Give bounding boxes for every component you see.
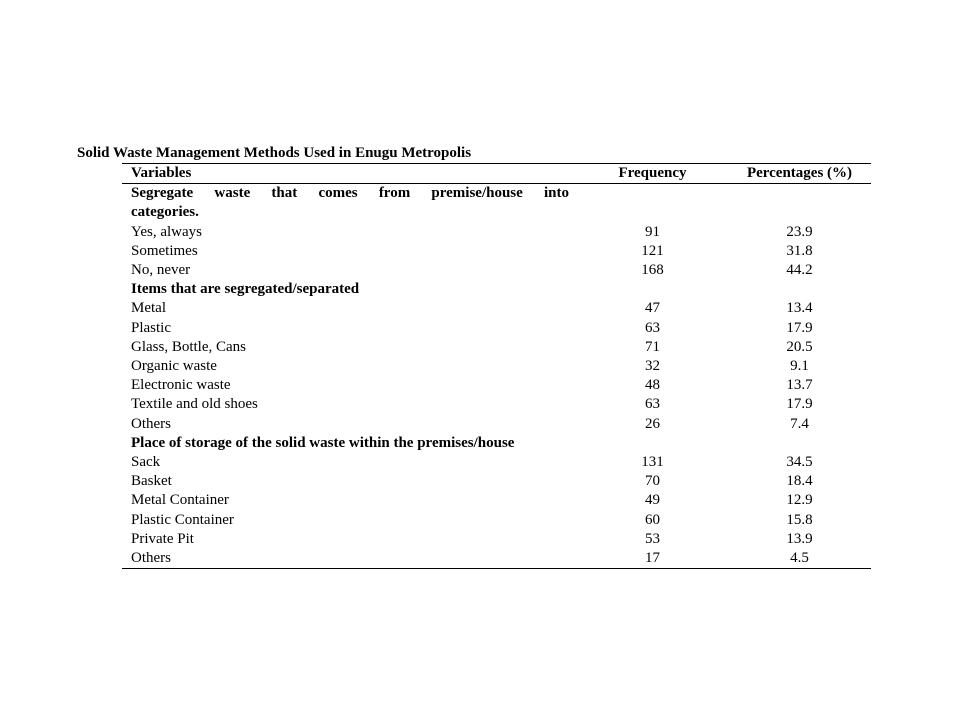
row-frequency: 63: [645, 396, 660, 413]
row-label: Basket: [131, 473, 172, 490]
row-label: Plastic: [131, 319, 171, 336]
row-label: Private Pit: [131, 530, 194, 547]
row-frequency: 32: [645, 358, 660, 375]
row-percent: 4.5: [790, 550, 809, 567]
row-frequency: 26: [645, 415, 660, 432]
row-percent: 13.9: [786, 530, 813, 547]
row-percent: 13.7: [786, 377, 813, 394]
row-frequency: 121: [641, 242, 664, 259]
table-row: [122, 472, 871, 491]
row-label: Metal Container: [131, 492, 229, 509]
row-frequency: 71: [645, 338, 660, 355]
table-row: [122, 395, 871, 414]
row-percent: 18.4: [786, 473, 813, 490]
table-row: [122, 491, 871, 510]
table-header-row: [122, 164, 871, 184]
row-percent: 31.8: [786, 242, 813, 259]
row-frequency: 91: [645, 223, 660, 240]
table-row: [122, 415, 871, 434]
row-label: Others: [131, 550, 171, 567]
row-label: Yes, always: [131, 223, 202, 240]
table-row: [122, 511, 871, 530]
row-label: Glass, Bottle, Cans: [131, 338, 246, 355]
row-label: Sack: [131, 454, 161, 471]
row-percent: 34.5: [786, 454, 813, 471]
table-row: [122, 299, 871, 318]
table-row: [122, 319, 871, 338]
table-row: [122, 338, 871, 357]
table-row: [122, 261, 871, 280]
section-heading: categories.: [131, 204, 199, 221]
row-label: Organic waste: [131, 358, 217, 375]
row-label: Textile and old shoes: [131, 396, 258, 413]
section-heading-row: [122, 280, 871, 299]
table-row: [122, 549, 871, 568]
row-percent: 13.4: [786, 300, 813, 317]
row-frequency: 63: [645, 319, 660, 336]
row-label: No, never: [131, 262, 191, 279]
table-row: [122, 357, 871, 376]
column-header-percentages: Percentages (%): [728, 164, 871, 184]
row-label: Electronic waste: [131, 377, 231, 394]
row-percent: 17.9: [786, 396, 813, 413]
row-label: Metal: [131, 300, 166, 317]
row-frequency: 131: [641, 454, 664, 471]
row-percent: 17.9: [786, 319, 813, 336]
table-row: [122, 453, 871, 472]
row-percent: 44.2: [786, 262, 813, 279]
row-label: Sometimes: [131, 242, 198, 259]
row-frequency: 53: [645, 530, 660, 547]
row-label: Others: [131, 415, 171, 432]
row-frequency: 168: [641, 262, 664, 279]
table-row: [122, 376, 871, 395]
waste-management-table: [122, 163, 871, 569]
column-header-variables: Variables: [122, 164, 577, 184]
row-frequency: 49: [645, 492, 660, 509]
table-row: [122, 530, 871, 549]
section-heading: Items that are segregated/separated: [131, 281, 360, 298]
section-heading-row: [122, 203, 871, 222]
row-percent: 9.1: [790, 358, 809, 375]
section-heading: Segregate waste that comes from premise/house into: [131, 185, 569, 202]
section-heading-row: [122, 184, 871, 204]
row-frequency: 70: [645, 473, 660, 490]
row-percent: 20.5: [786, 338, 813, 355]
row-frequency: 60: [645, 511, 660, 528]
row-percent: 23.9: [786, 223, 813, 240]
row-frequency: 17: [645, 550, 660, 567]
row-percent: 12.9: [786, 492, 813, 509]
column-header-frequency: Frequency: [577, 164, 728, 184]
row-frequency: 48: [645, 377, 660, 394]
section-heading-row: [122, 434, 871, 453]
row-frequency: 47: [645, 300, 660, 317]
row-percent: 7.4: [790, 415, 809, 432]
row-label: Plastic Container: [131, 511, 234, 528]
row-percent: 15.8: [786, 511, 813, 528]
table-row: [122, 242, 871, 261]
table-row: [122, 223, 871, 242]
table-title: Solid Waste Management Methods Used in Enugu Metropolis: [77, 145, 472, 161]
section-heading: Place of storage of the solid waste within the premises/house: [131, 434, 515, 451]
